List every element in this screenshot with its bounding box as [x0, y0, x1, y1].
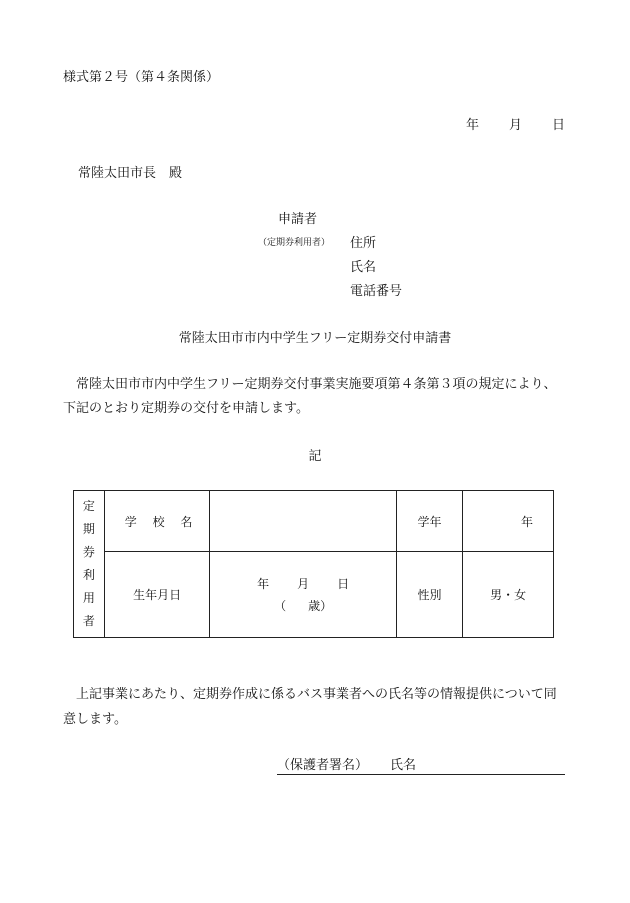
age-open: （	[274, 598, 287, 613]
phone-label: 電話番号	[350, 284, 403, 299]
applicant-heading: 申請者	[278, 212, 318, 227]
pass-user-table	[73, 490, 554, 638]
date-line	[466, 114, 565, 133]
school-name-label: 学 校 名	[104, 491, 210, 552]
date-month: 月	[509, 118, 523, 133]
date-year: 年	[466, 118, 480, 133]
applicant-note: （定期券利用者）	[258, 238, 331, 248]
gender-options[interactable]: 男・女	[463, 552, 554, 638]
pass-user-side-label: 定 期 券 利 用 者	[74, 491, 105, 638]
age-close: 歳）	[308, 598, 333, 613]
guardian-signature-label: （保護者署名）	[277, 758, 369, 773]
table-row	[74, 552, 554, 638]
name-label: 氏名	[350, 260, 377, 275]
table-row	[74, 491, 554, 552]
body-paragraph: 常陸太田市市内中学生フリー定期券交付事業実施要項第４条第３項の規定により、下記のとおり定期券の交付を申請します。	[63, 377, 557, 416]
birth-month: 月	[297, 576, 310, 591]
form-number: 様式第２号（第４条関係）	[63, 70, 220, 85]
birth-year: 年	[257, 576, 270, 591]
birth-date-label: 生年月日	[104, 552, 210, 638]
school-name-field[interactable]	[210, 491, 396, 552]
gender-label: 性別	[396, 552, 462, 638]
consent-paragraph: 上記事業にあたり、定期券作成に係るバス事業者への氏名等の情報提供について同意します。	[63, 687, 557, 727]
birth-date-field[interactable]	[210, 552, 396, 638]
grade-label: 学年	[396, 491, 462, 552]
ki-heading: 記	[308, 449, 322, 464]
address-label: 住所	[350, 236, 377, 251]
document-title: 常陸太田市市内中学生フリー定期券交付申請書	[178, 331, 452, 346]
grade-field[interactable]: 年	[463, 491, 554, 552]
birth-day: 日	[337, 576, 350, 591]
addressee: 常陸太田市長 殿	[78, 166, 183, 181]
guardian-signature-line[interactable]	[277, 754, 565, 775]
signature-name-label: 氏名	[390, 758, 417, 773]
date-day: 日	[552, 118, 566, 133]
